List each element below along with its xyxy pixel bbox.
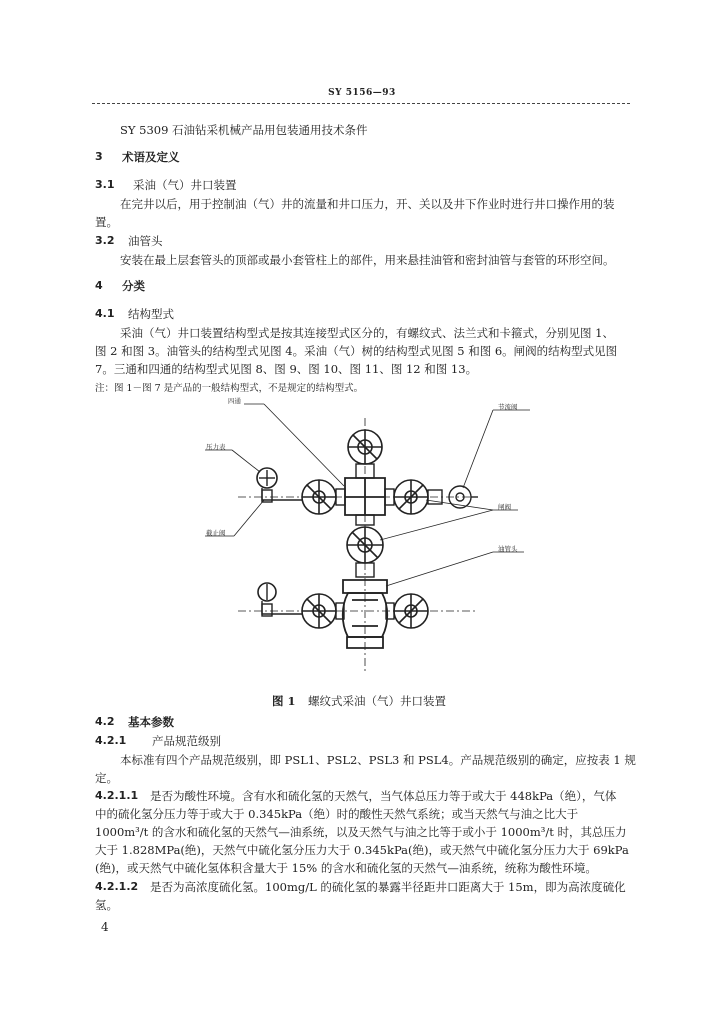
section-4-2-1-1-line3: 1000m³/t 的含水和硫化氢的天然气—油系统，以及天然气与油之比等于或小于 1000m³/t 时，其总压力 — [95, 825, 627, 839]
section-3-2-body: 安装在最上层套管头的顶部或最小套管柱上的部件，用来悬挂油管和密封油管与套管的环形空间。 — [120, 253, 615, 267]
label-tee: 四通 — [228, 397, 241, 405]
section-3-2-title: 油管头 — [128, 234, 163, 248]
label-shutoff-valve: 截止阀 — [206, 529, 226, 537]
section-4-1-para-line1: 采油（气）井口装置结构型式是按其连接型式区分的，有螺纹式、法兰式和卡箍式，分别见图 1、 — [120, 326, 614, 340]
header-code: SY 5156—93 — [328, 88, 396, 98]
section-3-title: 术语及定义 — [122, 150, 180, 164]
section-4-2-1-body: 本标准有四个产品规范级别，即 PSL1、PSL2、PSL3 和 PSL4。产品规范级别的确定，应按表 1 规 — [120, 753, 636, 767]
section-4-2-1-1-line5: (绝)，或天然气中硫化氢体积含量大于 15% 的含水和硫化氢的天然气—油系统，统称为酸性环境。 — [95, 861, 597, 875]
label-gate-valve: 闸阀 — [498, 503, 511, 511]
page-number: 4 — [101, 920, 109, 934]
section-4-2-1-1-line2: 中的硫化氢分压力等于或大于 0.345kPa（绝）时的酸性天然气系统；或当天然气与油之比大于 — [95, 807, 579, 821]
section-4-2-1-1-line1: 是否为酸性环境。含有水和硫化氢的天然气，当气体总压力等于或大于 448kPa（绝），气体 — [150, 789, 617, 803]
section-4-2-number: 4.2 — [95, 715, 115, 728]
section-3-2-number: 3.2 — [95, 234, 115, 247]
section-4-2-title: 基本参数 — [128, 715, 174, 729]
section-4-2-1-2-number: 4.2.1.2 — [95, 880, 139, 893]
figure-note: 注：图 1－图 7 是产品的一般结构型式，不是规定的结构型式。 — [95, 383, 364, 394]
figure-caption-number: 图 1 — [272, 694, 296, 708]
section-4-2-1-2-line1: 是否为高浓度硫化氢。100mg/L 的硫化氢的暴露半径距井口距离大于 15m，即为高浓度硫化 — [150, 880, 626, 894]
section-3-1-body-cont: 置。 — [95, 215, 118, 229]
section-3-number: 3 — [95, 150, 103, 163]
lower-right-handwheel — [394, 594, 428, 628]
label-choke-valve: 节流阀 — [498, 403, 518, 411]
section-4-1-para-line3: 7。三通和四通的结构型式见图 8、图 9、图 10、图 11、图 12 和图 13。 — [95, 362, 478, 376]
label-pressure-gauge: 压力表 — [206, 443, 226, 451]
section-4-2-1-title: 产品规范级别 — [152, 734, 221, 748]
section-3-1-title: 采油（气）井口装置 — [133, 178, 237, 192]
cross-fitting — [345, 478, 385, 515]
section-4-2-1-2-line2: 氢。 — [95, 898, 118, 912]
section-4-1-title: 结构型式 — [128, 307, 174, 321]
section-4-number: 4 — [95, 279, 103, 292]
label-tubing-head: 油管头 — [498, 545, 518, 553]
section-4-title: 分类 — [122, 279, 145, 293]
section-4-2-1-number: 4.2.1 — [95, 734, 127, 747]
section-3-1-body: 在完井以后，用于控制油（气）井的流量和井口压力，开、关以及井下作业时进行井口操作用的装 — [120, 197, 615, 211]
section-4-2-1-1-line4: 大于 1.828MPa(绝)，天然气中硫化氢分压力大于 0.345kPa(绝)，或天然气中硫化氢分压力大于 69kPa — [95, 843, 629, 857]
section-4-1-para-line2: 图 2 和图 3。油管头的结构型式见图 4。采油（气）树的结构型式见图 5 和图 6。闸阀的结构型式见图 — [95, 344, 618, 358]
section-4-2-1-body-cont: 定。 — [95, 771, 118, 785]
lower-left-handwheel — [302, 594, 336, 628]
section-4-2-1-1-number: 4.2.1.1 — [95, 789, 139, 802]
middle-handwheel — [347, 527, 383, 563]
section-4-1-number: 4.1 — [95, 307, 115, 320]
top-handwheel — [348, 430, 382, 464]
reference-standard: SY 5309 石油钻采机械产品用包装通用技术条件 — [120, 123, 368, 137]
section-3-1-number: 3.1 — [95, 178, 115, 191]
figure-caption: 螺纹式采油（气）井口装置 — [308, 694, 446, 708]
left-wing-handwheel — [302, 480, 336, 514]
right-wing-handwheel — [394, 480, 428, 514]
